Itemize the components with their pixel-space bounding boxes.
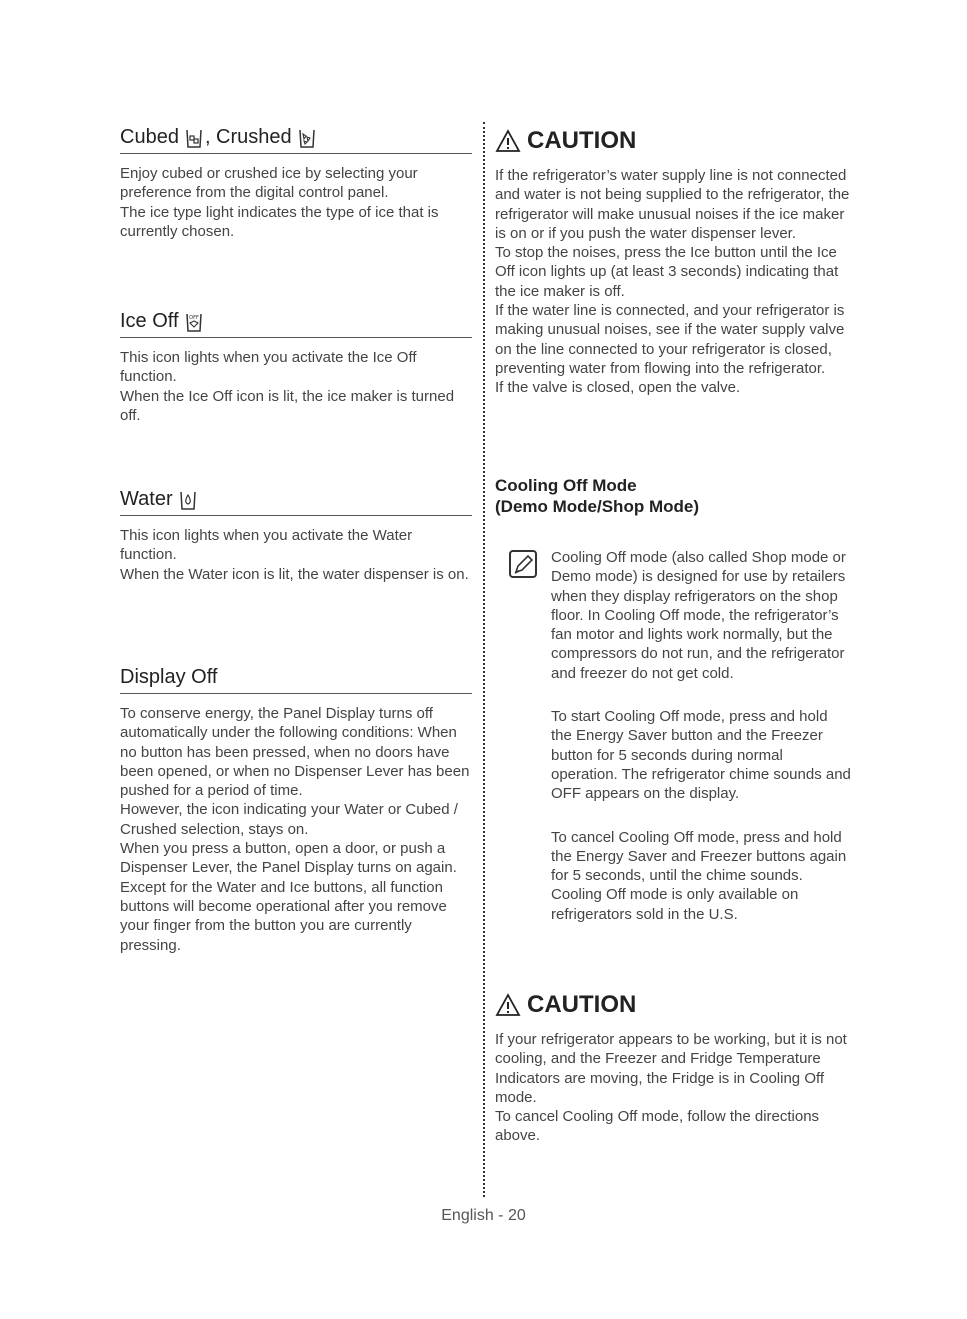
caution-heading-2 [495, 988, 850, 1022]
display-off-section [120, 664, 472, 955]
water-heading [120, 486, 472, 516]
water-icon [179, 490, 197, 512]
ice-off-paragraph-2: When the Ice Off icon is lit, the ice maker is turned off. [120, 387, 455, 424]
cooling-off-title-line2: (Demo Mode/Shop Mode) [495, 497, 699, 516]
ice-off-icon [185, 312, 203, 334]
page-footer: English - 20 [441, 1207, 526, 1224]
caution2-paragraph-1: If your refrigerator appears to be working, but it is not cooling, and the Freezer and Fridge Temperature Indicators are moving, the Fridge is in Cooling Off mode. [495, 1031, 847, 1106]
water-paragraph-2: When the Water icon is lit, the water dispenser is on. [120, 565, 469, 583]
cubed-ice-icon [185, 128, 203, 150]
display-off-paragraph-3: When you press a button, open a door, or push a Dispenser Lever, the Panel Display turns on again. Except for the Water and Ice buttons, all function buttons will become operational after you remove your finger from the button you are currently pressing. [120, 840, 457, 954]
svg-text:OFF: OFF [188, 315, 199, 321]
cooling-off-section [495, 475, 855, 517]
display-off-title: Display Off [120, 666, 218, 688]
cooling-off-title-line1: Cooling Off Mode [495, 476, 637, 495]
cooling-off-paragraphs [551, 548, 851, 924]
caution1-paragraph-3: If the water line is connected, and your refrigerator is making unusual noises, see if the water supply valve on the line connected to your refrigerator is closed, preventing water from flowing into the refrigerator. [495, 302, 845, 377]
ice-off-paragraph-1: This icon lights when you activate the Ice Off function. [120, 349, 417, 386]
display-off-paragraph-1: To conserve energy, the Panel Display turns off automatically under the following conditions: When no button has been pressed, when no doors have been opened, or when no Dispenser Lever has been pushed for a period of time. [120, 705, 470, 800]
cooling-off-paragraph-3: To cancel Cooling Off mode, press and hold the Energy Saver and Freezer buttons again for 5 seconds, until the chime sounds. Cooling Off mode is only available on refrigerators sold in the U.S. [551, 828, 847, 923]
water-title: Water [120, 488, 173, 510]
cubed-crushed-heading [120, 124, 472, 154]
caution2-paragraph-2: To cancel Cooling Off mode, follow the directions above. [495, 1108, 820, 1145]
cubed-paragraph-1: Enjoy cubed or crushed ice by selecting your preference from the digital control panel. [120, 165, 418, 202]
ice-off-title: Ice Off [120, 310, 179, 332]
display-off-paragraph-2: However, the icon indicating your Water or Cubed / Crushed selection, stays on. [120, 801, 458, 838]
cooling-off-paragraph-1: Cooling Off mode (also called Shop mode or Demo mode) is designed for use by retailers when they display refrigerators on the shop floor. In Cooling Off mode, the refrigerator’s fan motor and lights work normally, but the compressors do not run, and the refrigerator and freezer do not get cold. [551, 549, 846, 682]
caution1-paragraph-1: If the refrigerator’s water supply line is not connected and water is not being supplied to the refrigerator, the refrigerator will make unusual noises if the ice maker is on or if you push the water dispenser lever. [495, 167, 850, 242]
ice-off-heading [120, 308, 472, 338]
caution-heading-1 [495, 124, 850, 158]
water-section [120, 486, 472, 584]
caution-block-2 [495, 988, 850, 1146]
caution-title-1: CAUTION [527, 127, 637, 154]
display-off-heading [120, 664, 472, 694]
caution1-paragraph-2: To stop the noises, press the Ice button until the Ice Off icon lights up (at least 3 seconds) indicating that the ice maker is off. [495, 244, 839, 300]
warning-triangle-icon [495, 993, 521, 1017]
ice-off-section [120, 308, 472, 425]
cubed-crushed-section [120, 124, 472, 241]
cubed-paragraph-2: The ice type light indicates the type of ice that is currently chosen. [120, 203, 439, 240]
warning-triangle-icon [495, 129, 521, 153]
water-paragraph-1: This icon lights when you activate the Water function. [120, 527, 413, 564]
caution-block-1 [495, 124, 850, 398]
caution1-paragraph-4: If the valve is closed, open the valve. [495, 379, 741, 397]
note-pencil-icon [507, 548, 539, 580]
cooling-off-paragraph-2: To start Cooling Off mode, press and hold the Energy Saver button and the Freezer button for 5 seconds during normal operation. The refrigerator chime sounds and OFF appears on the display. [551, 708, 851, 803]
crushed-ice-icon [298, 128, 316, 150]
column-divider [483, 122, 485, 1197]
crushed-title: , Crushed [204, 126, 292, 148]
caution-title-2: CAUTION [527, 991, 637, 1018]
cubed-title: Cubed [120, 126, 179, 148]
